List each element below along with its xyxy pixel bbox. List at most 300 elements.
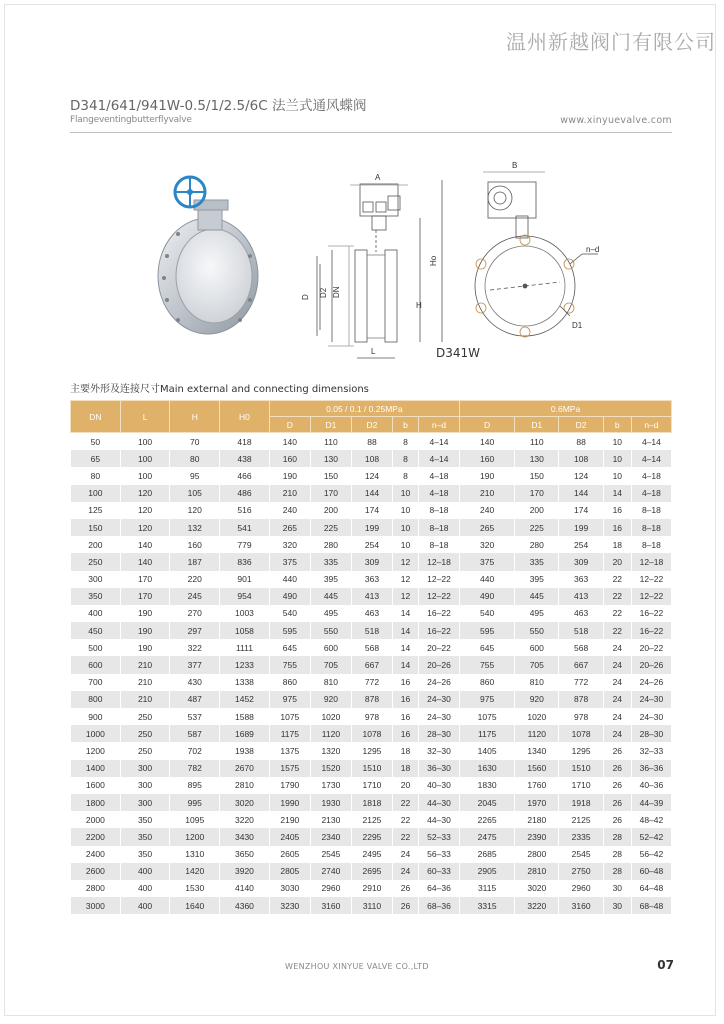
table-cell: 1078 xyxy=(559,725,603,742)
table-cell: 280 xyxy=(515,536,559,553)
page-number: 07 xyxy=(657,958,674,972)
table-cell: 16–22 xyxy=(418,622,459,639)
table-cell: 920 xyxy=(310,691,351,708)
table-cell: 8–18 xyxy=(631,536,671,553)
table-cell: 210 xyxy=(269,485,310,502)
table-cell: 600 xyxy=(310,639,351,656)
table-cell: 700 xyxy=(71,674,121,691)
table-cell: 2475 xyxy=(460,828,515,845)
table-cell: 1111 xyxy=(220,639,270,656)
table-cell: 2180 xyxy=(515,811,559,828)
table-cell: 755 xyxy=(460,656,515,673)
table-cell: 14 xyxy=(603,485,631,502)
table-cell: 350 xyxy=(120,846,170,863)
table-cell: 1233 xyxy=(220,656,270,673)
col-header-d1: D1 xyxy=(310,417,351,433)
table-cell: 20–26 xyxy=(631,656,671,673)
col-header-nd: n–d xyxy=(631,417,671,433)
table-cell: 190 xyxy=(120,622,170,639)
table-cell: 377 xyxy=(170,656,220,673)
table-row xyxy=(71,742,672,759)
table-cell: 1575 xyxy=(269,760,310,777)
table-cell: 26 xyxy=(393,880,419,897)
table-row xyxy=(71,605,672,622)
table-cell: 587 xyxy=(170,725,220,742)
table-cell: 199 xyxy=(559,519,603,536)
table-cell: 463 xyxy=(559,605,603,622)
table-cell: 363 xyxy=(559,571,603,588)
table-cell: 3115 xyxy=(460,880,515,897)
table-cell: 568 xyxy=(351,639,392,656)
table-cell: 978 xyxy=(559,708,603,725)
table-cell: 240 xyxy=(460,502,515,519)
table-cell: 8 xyxy=(393,433,419,451)
table-cell: 2740 xyxy=(310,863,351,880)
table-cell: 550 xyxy=(310,622,351,639)
table-cell: 110 xyxy=(515,433,559,451)
table-cell: 375 xyxy=(460,553,515,570)
table-cell: 68–36 xyxy=(418,897,459,914)
dim-label-dn: DN xyxy=(332,286,341,298)
table-cell: 124 xyxy=(559,467,603,484)
header-row-groups xyxy=(71,401,672,417)
table-cell: 500 xyxy=(71,639,121,656)
col-header-d2: D2 xyxy=(559,417,603,433)
table-cell: 200 xyxy=(515,502,559,519)
table-cell: 2910 xyxy=(351,880,392,897)
table-cell: 495 xyxy=(515,605,559,622)
table-cell: 1120 xyxy=(310,725,351,742)
table-cell: 16 xyxy=(393,691,419,708)
table-cell: 1420 xyxy=(170,863,220,880)
table-cell: 8–18 xyxy=(418,519,459,536)
table-cell: 250 xyxy=(71,553,121,570)
table-cell: 350 xyxy=(71,588,121,605)
table-cell: 28 xyxy=(603,846,631,863)
table-cell: 65 xyxy=(71,450,121,467)
table-cell: 100 xyxy=(71,485,121,502)
table-cell: 3160 xyxy=(559,897,603,914)
table-cell: 120 xyxy=(170,502,220,519)
table-cell: 3020 xyxy=(515,880,559,897)
website-url: www.xinyuevalve.com xyxy=(560,115,672,126)
table-cell: 2960 xyxy=(310,880,351,897)
dim-label-d1: D1 xyxy=(572,321,583,330)
table-cell: 245 xyxy=(170,588,220,605)
front-view-drawing xyxy=(475,172,598,337)
dimensions-table xyxy=(70,400,672,914)
table-cell: 24–30 xyxy=(418,708,459,725)
table-cell: 487 xyxy=(170,691,220,708)
table-cell: 8–18 xyxy=(631,502,671,519)
table-cell: 174 xyxy=(559,502,603,519)
dim-label-ho: Ho xyxy=(429,255,438,266)
table-cell: 440 xyxy=(460,571,515,588)
col-header-d: D xyxy=(460,417,515,433)
table-cell: 490 xyxy=(460,588,515,605)
table-cell: 860 xyxy=(269,674,310,691)
table-cell: 772 xyxy=(559,674,603,691)
table-cell: 8 xyxy=(393,467,419,484)
table-cell: 108 xyxy=(351,450,392,467)
table-cell: 4–14 xyxy=(631,450,671,467)
table-cell: 2605 xyxy=(269,846,310,863)
col-header-d1: D1 xyxy=(515,417,559,433)
table-row xyxy=(71,502,672,519)
table-cell: 130 xyxy=(310,450,351,467)
table-cell: 50 xyxy=(71,433,121,451)
table-cell: 1938 xyxy=(220,742,270,759)
table-cell: 430 xyxy=(170,674,220,691)
table-cell: 144 xyxy=(559,485,603,502)
table-cell: 150 xyxy=(71,519,121,536)
col-header-h: H xyxy=(170,401,220,433)
table-cell: 20 xyxy=(393,777,419,794)
table-cell: 3920 xyxy=(220,863,270,880)
table-cell: 320 xyxy=(460,536,515,553)
table-cell: 132 xyxy=(170,519,220,536)
table-cell: 400 xyxy=(120,880,170,897)
table-cell: 3020 xyxy=(220,794,270,811)
table-cell: 24–30 xyxy=(631,691,671,708)
table-cell: 4–14 xyxy=(418,450,459,467)
table-cell: 130 xyxy=(515,450,559,467)
table-cell: 14 xyxy=(393,639,419,656)
table-cell: 56–33 xyxy=(418,846,459,863)
table-cell: 540 xyxy=(269,605,310,622)
table-cell: 250 xyxy=(120,708,170,725)
table-cell: 140 xyxy=(269,433,310,451)
col-header-d: D xyxy=(269,417,310,433)
col-header-nd: n–d xyxy=(418,417,459,433)
table-cell: 22 xyxy=(603,588,631,605)
table-row xyxy=(71,691,672,708)
table-cell: 1510 xyxy=(351,760,392,777)
table-cell: 60–48 xyxy=(631,863,671,880)
table-cell: 516 xyxy=(220,502,270,519)
table-cell: 2905 xyxy=(460,863,515,880)
table-cell: 2670 xyxy=(220,760,270,777)
table-row xyxy=(71,656,672,673)
table-cell: 8–18 xyxy=(418,502,459,519)
table-cell: 518 xyxy=(351,622,392,639)
table-cell: 1452 xyxy=(220,691,270,708)
table-cell: 300 xyxy=(120,794,170,811)
table-cell: 254 xyxy=(351,536,392,553)
table-cell: 225 xyxy=(310,519,351,536)
table-cell: 1630 xyxy=(460,760,515,777)
table-cell: 755 xyxy=(269,656,310,673)
table-cell: 108 xyxy=(559,450,603,467)
table-cell: 100 xyxy=(120,433,170,451)
table-cell: 1095 xyxy=(170,811,220,828)
table-cell: 2200 xyxy=(71,828,121,845)
table-cell: 24 xyxy=(603,639,631,656)
table-row xyxy=(71,571,672,588)
table-cell: 1990 xyxy=(269,794,310,811)
table-cell: 40–36 xyxy=(631,777,671,794)
table-cell: 1120 xyxy=(515,725,559,742)
table-cell: 10 xyxy=(393,536,419,553)
table-cell: 1405 xyxy=(460,742,515,759)
table-cell: 2405 xyxy=(269,828,310,845)
table-cell: 3000 xyxy=(71,897,121,914)
table-cell: 199 xyxy=(351,519,392,536)
table-cell: 322 xyxy=(170,639,220,656)
table-cell: 140 xyxy=(120,536,170,553)
table-cell: 64–36 xyxy=(418,880,459,897)
table-cell: 1640 xyxy=(170,897,220,914)
dim-label-b: B xyxy=(512,161,518,170)
col-header-b: b xyxy=(603,417,631,433)
table-cell: 1918 xyxy=(559,794,603,811)
table-cell: 12 xyxy=(393,588,419,605)
table-cell: 309 xyxy=(559,553,603,570)
table-cell: 772 xyxy=(351,674,392,691)
table-cell: 4–18 xyxy=(631,467,671,484)
table-cell: 2130 xyxy=(310,811,351,828)
table-cell: 24 xyxy=(393,863,419,880)
table-cell: 12–18 xyxy=(418,553,459,570)
table-row xyxy=(71,725,672,742)
table-cell: 12–22 xyxy=(418,571,459,588)
table-cell: 12–22 xyxy=(631,588,671,605)
table-body xyxy=(71,433,672,915)
table-cell: 486 xyxy=(220,485,270,502)
table-cell: 413 xyxy=(559,588,603,605)
table-cell: 518 xyxy=(559,622,603,639)
table-cell: 1338 xyxy=(220,674,270,691)
table-cell: 12 xyxy=(393,553,419,570)
table-cell: 1530 xyxy=(170,880,220,897)
table-cell: 80 xyxy=(71,467,121,484)
table-cell: 1689 xyxy=(220,725,270,742)
table-cell: 68–48 xyxy=(631,897,671,914)
table-cell: 2685 xyxy=(460,846,515,863)
table-cell: 3110 xyxy=(351,897,392,914)
table-cell: 836 xyxy=(220,553,270,570)
table-cell: 2800 xyxy=(515,846,559,863)
table-cell: 2265 xyxy=(460,811,515,828)
table-cell: 782 xyxy=(170,760,220,777)
table-cell: 920 xyxy=(515,691,559,708)
table-cell: 901 xyxy=(220,571,270,588)
table-cell: 144 xyxy=(351,485,392,502)
table-row xyxy=(71,846,672,863)
table-cell: 395 xyxy=(515,571,559,588)
table-cell: 20 xyxy=(603,553,631,570)
table-cell: 26 xyxy=(603,742,631,759)
table-cell: 4–18 xyxy=(631,485,671,502)
table-cell: 22 xyxy=(393,828,419,845)
table-cell: 26 xyxy=(603,777,631,794)
table-cell: 26 xyxy=(603,760,631,777)
table-cell: 18 xyxy=(393,760,419,777)
dim-label-nd: n–d xyxy=(586,245,600,254)
table-cell: 995 xyxy=(170,794,220,811)
table-cell: 550 xyxy=(515,622,559,639)
table-cell: 2600 xyxy=(71,863,121,880)
table-cell: 140 xyxy=(120,553,170,570)
table-cell: 363 xyxy=(351,571,392,588)
table-cell: 16–22 xyxy=(631,605,671,622)
table-cell: 2810 xyxy=(515,863,559,880)
table-cell: 2045 xyxy=(460,794,515,811)
table-cell: 14 xyxy=(393,656,419,673)
table-cell: 190 xyxy=(120,605,170,622)
table-cell: 2335 xyxy=(559,828,603,845)
table-cell: 2000 xyxy=(71,811,121,828)
table-cell: 12–22 xyxy=(631,571,671,588)
table-row xyxy=(71,450,672,467)
table-cell: 200 xyxy=(310,502,351,519)
table-cell: 24 xyxy=(603,656,631,673)
table-cell: 3315 xyxy=(460,897,515,914)
table-cell: 400 xyxy=(120,897,170,914)
dim-label-l: L xyxy=(371,347,376,356)
table-cell: 1075 xyxy=(460,708,515,725)
table-cell: 10 xyxy=(603,467,631,484)
table-cell: 24 xyxy=(393,846,419,863)
table-cell: 810 xyxy=(515,674,559,691)
table-cell: 1075 xyxy=(269,708,310,725)
table-cell: 3230 xyxy=(269,897,310,914)
table-cell: 88 xyxy=(559,433,603,451)
table-cell: 1710 xyxy=(559,777,603,794)
table-cell: 95 xyxy=(170,467,220,484)
table-cell: 335 xyxy=(310,553,351,570)
col-header-d2: D2 xyxy=(351,417,392,433)
table-cell: 300 xyxy=(71,571,121,588)
table-cell: 3030 xyxy=(269,880,310,897)
table-cell: 22 xyxy=(393,794,419,811)
table-cell: 878 xyxy=(559,691,603,708)
table-cell: 1830 xyxy=(460,777,515,794)
table-cell: 1200 xyxy=(170,828,220,845)
table-cell: 2800 xyxy=(71,880,121,897)
table-cell: 52–33 xyxy=(418,828,459,845)
table-cell: 120 xyxy=(120,485,170,502)
table-cell: 418 xyxy=(220,433,270,451)
table-cell: 705 xyxy=(310,656,351,673)
table-cell: 160 xyxy=(460,450,515,467)
table-cell: 667 xyxy=(559,656,603,673)
table-cell: 32–30 xyxy=(418,742,459,759)
table-row xyxy=(71,536,672,553)
table-cell: 28–30 xyxy=(631,725,671,742)
table-cell: 350 xyxy=(120,828,170,845)
table-row xyxy=(71,467,672,484)
table-cell: 860 xyxy=(460,674,515,691)
table-cell: 10 xyxy=(603,433,631,451)
table-cell: 22 xyxy=(603,605,631,622)
table-cell: 210 xyxy=(120,674,170,691)
table-cell: 2390 xyxy=(515,828,559,845)
table-cell: 250 xyxy=(120,742,170,759)
table-cell: 16–22 xyxy=(418,605,459,622)
table-cell: 600 xyxy=(515,639,559,656)
product-title-cn: D341/641/941W-0.5/1/2.5/6C 法兰式通风蝶阀 xyxy=(70,98,367,114)
table-row xyxy=(71,485,672,502)
table-cell: 28–30 xyxy=(418,725,459,742)
table-cell: 810 xyxy=(310,674,351,691)
table-cell: 445 xyxy=(515,588,559,605)
table-cell: 495 xyxy=(310,605,351,622)
table-cell: 2295 xyxy=(351,828,392,845)
table-row xyxy=(71,553,672,570)
table-cell: 1818 xyxy=(351,794,392,811)
table-cell: 1000 xyxy=(71,725,121,742)
table-cell: 240 xyxy=(269,502,310,519)
table-cell: 1600 xyxy=(71,777,121,794)
table-cell: 300 xyxy=(120,777,170,794)
company-name: 温州新越阀门有限公司 xyxy=(506,30,716,54)
table-cell: 36–36 xyxy=(631,760,671,777)
table-cell: 1760 xyxy=(515,777,559,794)
table-cell: 16 xyxy=(393,725,419,742)
table-cell: 18 xyxy=(603,536,631,553)
table-cell: 52–42 xyxy=(631,828,671,845)
table-row xyxy=(71,880,672,897)
table-cell: 18 xyxy=(393,742,419,759)
dim-label-h: H xyxy=(416,301,422,310)
table-cell: 490 xyxy=(269,588,310,605)
table-cell: 24–30 xyxy=(631,708,671,725)
table-cell: 878 xyxy=(351,691,392,708)
table-cell: 8–18 xyxy=(631,519,671,536)
table-cell: 60–33 xyxy=(418,863,459,880)
table-cell: 320 xyxy=(269,536,310,553)
table-cell: 32–33 xyxy=(631,742,671,759)
table-cell: 895 xyxy=(170,777,220,794)
header-divider xyxy=(70,132,672,133)
table-cell: 14 xyxy=(393,605,419,622)
table-cell: 297 xyxy=(170,622,220,639)
table-cell: 44–30 xyxy=(418,794,459,811)
table-cell: 438 xyxy=(220,450,270,467)
table-cell: 413 xyxy=(351,588,392,605)
table-cell: 4–18 xyxy=(418,467,459,484)
table-cell: 1078 xyxy=(351,725,392,742)
table-cell: 300 xyxy=(120,760,170,777)
table-cell: 250 xyxy=(120,725,170,742)
table-cell: 1310 xyxy=(170,846,220,863)
table-cell: 22 xyxy=(603,622,631,639)
table-cell: 140 xyxy=(460,433,515,451)
table-cell: 1510 xyxy=(559,760,603,777)
table-cell: 2125 xyxy=(559,811,603,828)
side-view-drawing xyxy=(317,180,442,358)
table-cell: 190 xyxy=(460,467,515,484)
table-cell: 20–26 xyxy=(418,656,459,673)
table-cell: 568 xyxy=(559,639,603,656)
table-cell: 10 xyxy=(393,519,419,536)
table-cell: 190 xyxy=(269,467,310,484)
table-cell: 595 xyxy=(269,622,310,639)
table-cell: 70 xyxy=(170,433,220,451)
table-cell: 22 xyxy=(393,811,419,828)
table-cell: 16 xyxy=(603,502,631,519)
table-cell: 16 xyxy=(603,519,631,536)
dim-label-a: A xyxy=(375,173,381,182)
model-label: D341W xyxy=(436,346,481,360)
table-cell: 537 xyxy=(170,708,220,725)
table-cell: 12–18 xyxy=(631,553,671,570)
table-cell: 120 xyxy=(120,519,170,536)
table-cell: 16 xyxy=(393,674,419,691)
table-cell: 44–30 xyxy=(418,811,459,828)
table-cell: 800 xyxy=(71,691,121,708)
